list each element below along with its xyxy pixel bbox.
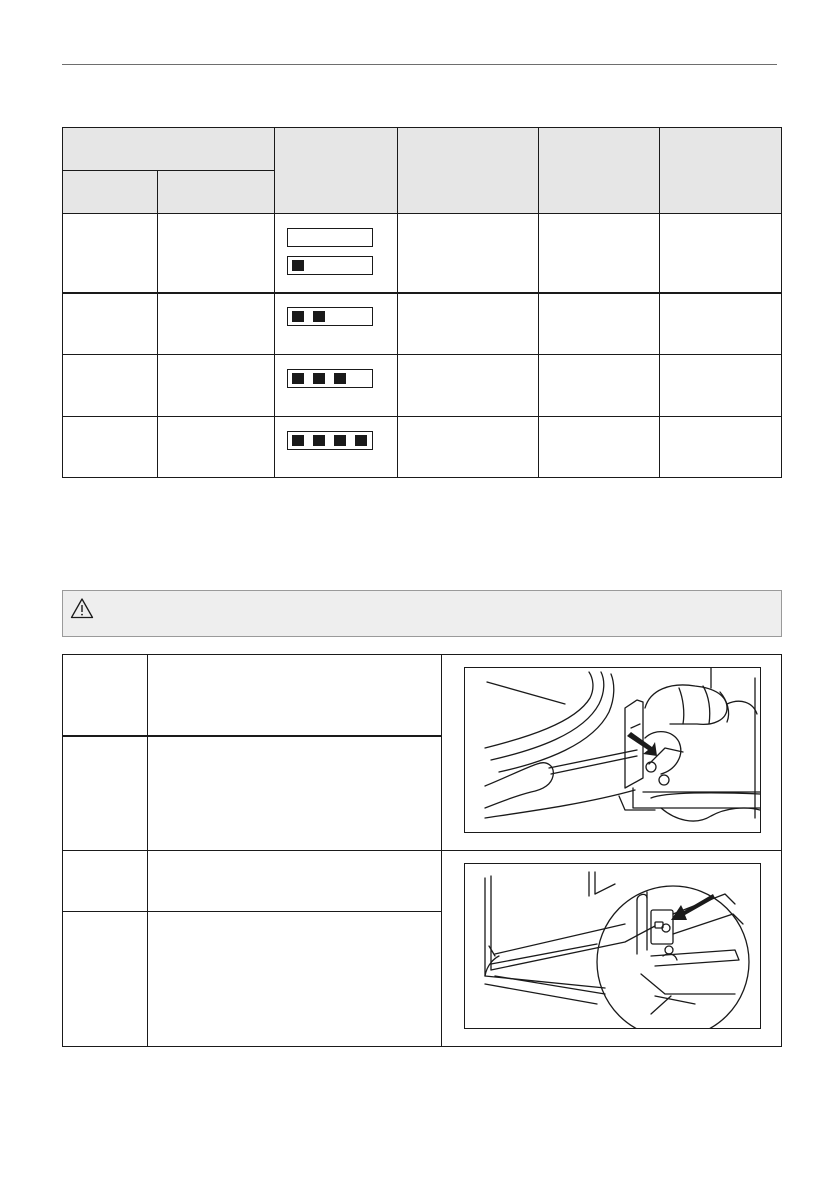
indicator-segment bbox=[355, 435, 367, 446]
indicator-segment bbox=[313, 435, 325, 446]
indicator-3-segments bbox=[287, 369, 373, 388]
glass-panel-table bbox=[62, 127, 782, 478]
figure-hinge-lever bbox=[464, 667, 761, 833]
procedure-steps-table bbox=[62, 654, 782, 1047]
indicator-segment bbox=[292, 373, 304, 384]
indicator-segment bbox=[313, 373, 325, 384]
indicator-segment bbox=[313, 311, 325, 322]
figure-door-hinge bbox=[464, 863, 761, 1029]
header-rule bbox=[62, 64, 777, 65]
indicator-segment bbox=[334, 373, 346, 384]
indicator-segment bbox=[292, 311, 304, 322]
indicator-segment bbox=[292, 260, 304, 271]
indicator-segment bbox=[334, 435, 346, 446]
indicator-4-segments bbox=[287, 431, 373, 450]
door-hinge-detail-illustration bbox=[465, 864, 760, 1028]
indicator-empty bbox=[287, 228, 373, 247]
indicator-1-segment bbox=[287, 256, 373, 275]
hinge-lever-screwdriver-illustration bbox=[465, 668, 760, 832]
indicator-segment bbox=[292, 435, 304, 446]
indicator-2-segments bbox=[287, 307, 373, 326]
warning-box bbox=[62, 590, 782, 637]
warning-triangle-icon bbox=[70, 597, 94, 619]
